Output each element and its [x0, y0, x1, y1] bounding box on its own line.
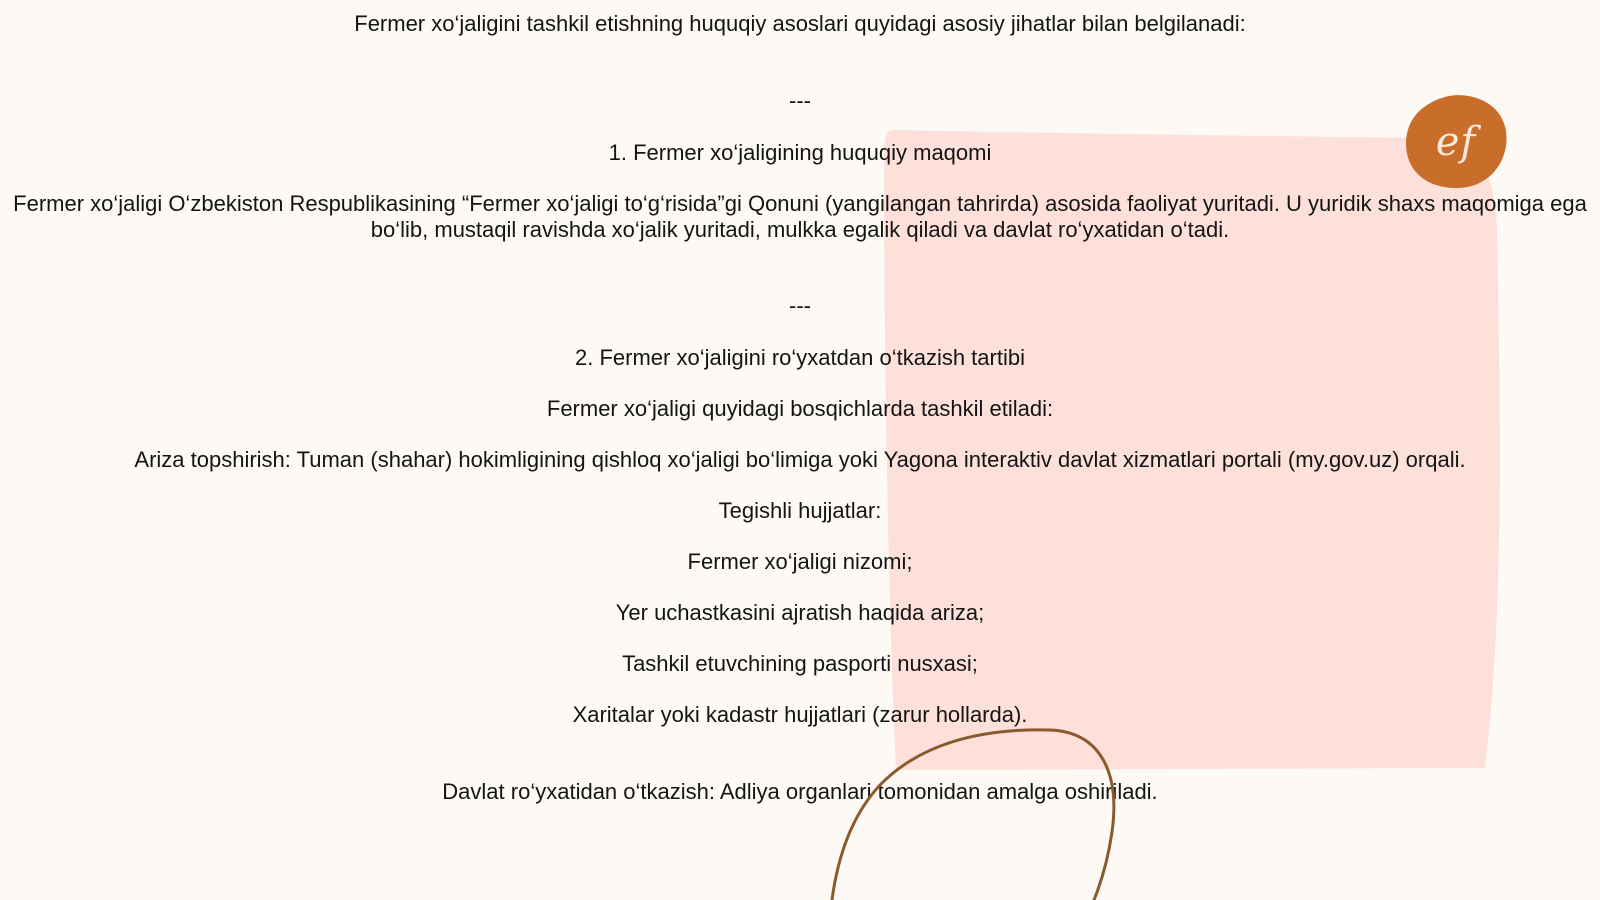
divider-1: ---: [789, 88, 811, 113]
section2-title: 2. Fermer xo‘jaligini ro‘yxatdan o‘tkazish tartibi: [575, 345, 1025, 370]
section2-intro: Fermer xo‘jaligi quyidagi bosqichlarda tashkil etiladi:: [546, 396, 1054, 421]
logo-text: ef: [1435, 119, 1477, 165]
section1-body: Fermer xo‘jaligi O‘zbekiston Respublikasining “Fermer xo‘jaligi to‘g‘risida”gi Qonuni (yangilangan tahrirda) asosida faoliyat yuritadi. U yuridik shaxs maqomiga ega bo‘lib, mustaqil ravishda xo‘jalik yuritadi, mulkka egalik qiladi va davlat ro‘yxatidan o‘tadi.: [13, 191, 1587, 242]
document-list-item: Yer uchastkasini ajratish haqida ariza;: [615, 600, 985, 625]
registration-text: Davlat ro‘yxatidan o‘tkazish: Adliya organlari tomonidan amalga oshiriladi.: [442, 779, 1158, 804]
document-list-item: Xaritalar yoki kadastr hujjatlari (zarur hollarda).: [572, 702, 1028, 727]
application-text: Ariza topshirish: Tuman (shahar) hokimligining qishloq xo‘jaligi bo‘limiga yoki Yagona interaktiv davlat xizmatlari portali (my.gov.uz) orqali.: [134, 447, 1466, 472]
intro-text: Fermer xo‘jaligini tashkil etishning huquqiy asoslari quyidagi asosiy jihatlar bilan belgilanadi:: [354, 11, 1246, 36]
documents-heading: Tegishli hujjatlar:: [718, 498, 882, 523]
divider-2: ---: [789, 293, 811, 318]
document-list-item: Tashkil etuvchining pasporti nusxasi;: [622, 651, 978, 676]
document-list-item: Fermer xo‘jaligi nizomi;: [687, 549, 913, 574]
section1-title: 1. Fermer xo‘jaligining huquqiy maqomi: [608, 140, 992, 165]
